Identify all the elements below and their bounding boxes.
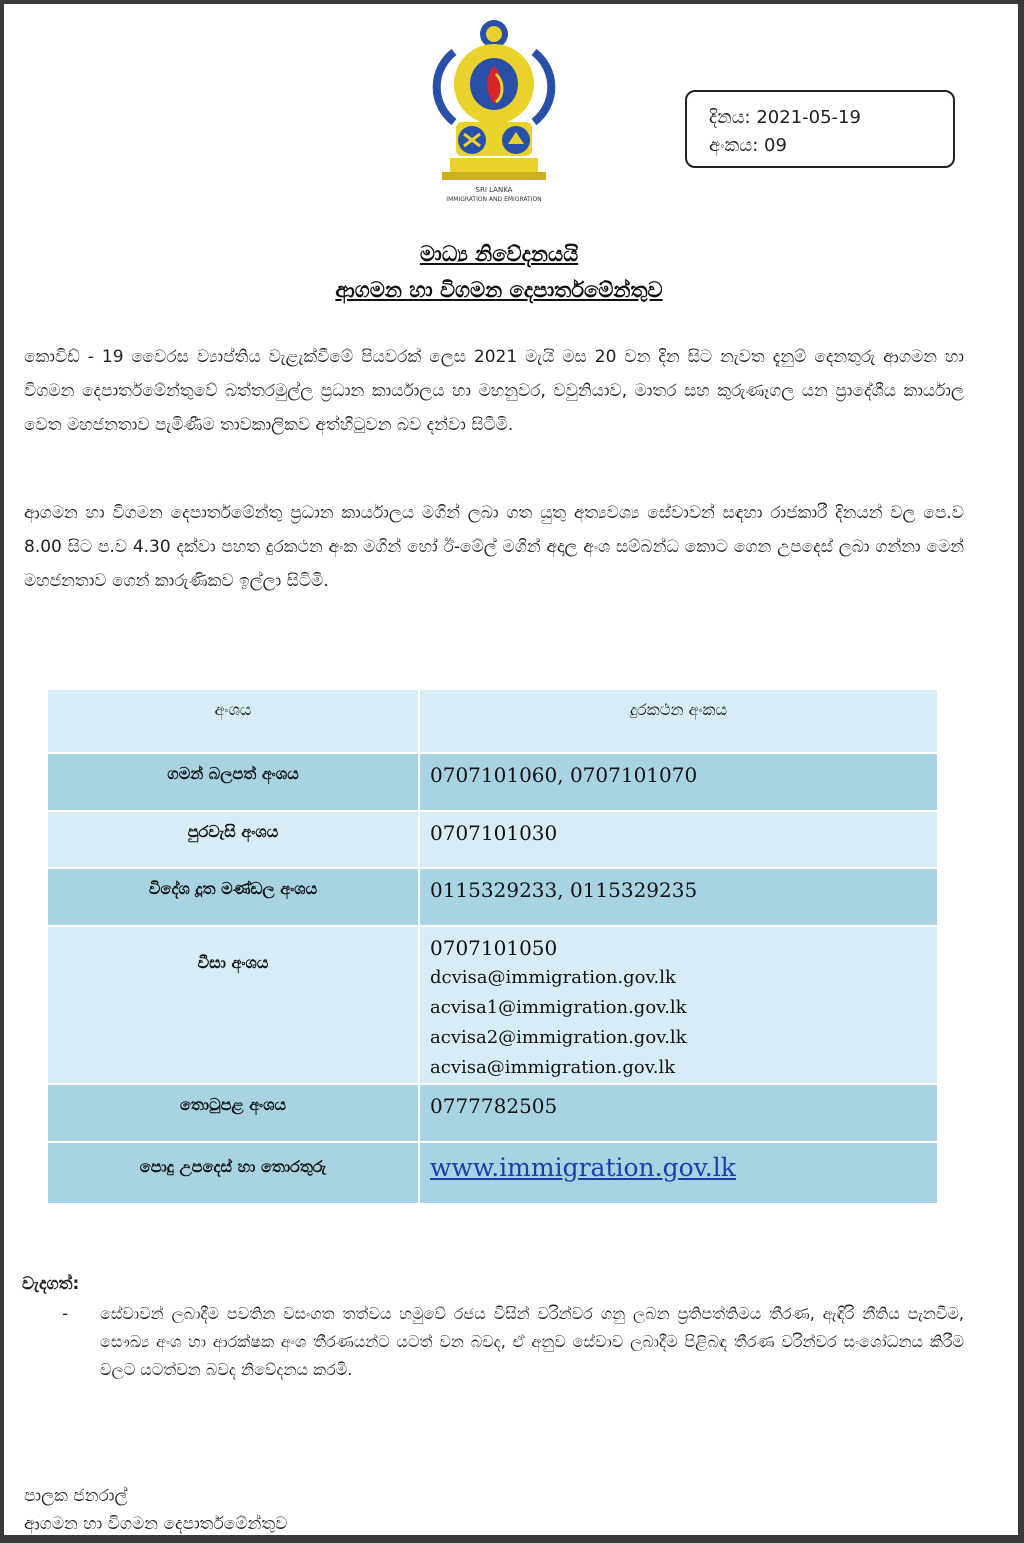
- note-heading: වැදගත්:: [22, 1274, 80, 1294]
- contact-directory-table: [46, 688, 939, 1205]
- department-cell: තොටුපළ අංශය: [47, 1084, 419, 1142]
- table-row: [47, 1084, 938, 1142]
- signatory-department: ආගමන හා විගමන දෙපාර්තමේන්තුව: [24, 1514, 288, 1534]
- contact-cell: [419, 926, 938, 1084]
- phone-number: 0115329233, 0115329235: [430, 878, 698, 902]
- department-cell: පොදු උපදෙස් හා තොරතුරු: [47, 1142, 419, 1204]
- contact-cell: [419, 1142, 938, 1204]
- phone-number: 0707101060, 0707101070: [430, 763, 698, 787]
- table-row: [47, 926, 938, 1084]
- date-line: දිනය: 2021-05-19: [709, 107, 861, 128]
- table-header-row: [47, 689, 938, 753]
- department-emblem-logo: [424, 12, 564, 204]
- logo-text-line-2: IMMIGRATION AND EMIGRATION: [446, 196, 542, 203]
- table-row: [47, 753, 938, 811]
- department-cell: විදේශ දූත මණ්ඩල අංශය: [47, 868, 419, 926]
- table-row: [47, 1142, 938, 1204]
- signature-block: [24, 1482, 287, 1535]
- contact-cell: [419, 811, 938, 868]
- header-department: අංශය: [47, 689, 419, 753]
- table-row: [47, 868, 938, 926]
- document-title: මාධ්‍ය නිවේදනයයි: [419, 241, 579, 266]
- contact-cell: [419, 1084, 938, 1142]
- contact-cell: [419, 868, 938, 926]
- paragraph-2: ආගමන හා විගමන දෙපාර්තමේන්තු ප්‍රධාන කාර්යාලය මගින් ලබා ගත යුතු අත්‍යවශ්‍ය සේවාවන් සඳහා රාජකාරී දිනයන් වල පෙ.ව 8.00 සිට ප.ව 4.30 දක්වා පහත දුරකථන අංක මගින් හෝ ඊ-මේල් මගින් අදාල අංශ සම්බන්ධ කොට ගෙන උපදෙස් ලබා ගන්නා මෙන් මහජනතාව ගෙන් කාරුණිකව ඉල්ලා සිටිමි.: [24, 503, 964, 591]
- email-link[interactable]: acvisa2@immigration.gov.lk: [430, 1027, 687, 1048]
- document-subtitle: ආගමන හා විගමන දෙපාර්තමේන්තුව: [335, 277, 663, 302]
- phone-number: 0707101030: [430, 821, 558, 845]
- email-link[interactable]: acvisa@immigration.gov.lk: [430, 1057, 676, 1078]
- logo-text-line-1: SRI LANKA: [475, 186, 513, 194]
- email-link[interactable]: dcvisa@immigration.gov.lk: [430, 967, 676, 988]
- number-line: අංකය: 09: [709, 135, 787, 156]
- note-bullet: -: [62, 1304, 69, 1324]
- signatory-title: පාලක ජනරාල්: [24, 1486, 128, 1506]
- table-row: [47, 811, 938, 868]
- website-link[interactable]: www.immigration.gov.lk: [430, 1153, 736, 1182]
- paragraph-1: කොවිඩ් - 19 වෛරස ව්‍යාප්තිය වැළැක්වීමේ පියවරක් ලෙස 2021 මැයි මස 20 වන දින සිට නැවත දැනුම් දෙනතුරු ආගමන හා විගමන දෙපාර්තමේන්තුවේ බත්තරමුල්ල ප්‍රධාන කාර්යාලය හා මහනුවර, වවුනියාව, මාතර සහ කුරුණෑගල යන ප්‍රාදේශීය කාර්යාල වෙත මහජනතාව පැමිණීම තාවකාලිකව අත්හිටුවන බව දන්වා සිටිමි.: [24, 347, 964, 435]
- phone-number: 0777782505: [430, 1094, 558, 1118]
- reference-box: [685, 90, 955, 168]
- note-text: සේවාවන් ලබාදීම පවතින වසංගත තත්වය හමුවේ රජය විසින් වරින්වර ගනු ලබන ප්‍රතිපත්තිමය තීරණ, ඇඳිරි නීතිය පැනවීම, සෞඛ්‍ය අංශ හා ආරක්ෂක අංශ තීරණයන්ට යටත් වන බවද, ඒ අනුව සේවාව ලබාදීම පිළිබඳ තීරණ වරින්වර සංශෝධනය කිරීම වලට යටත්වන බවද නිවේදනය කරමි.: [100, 1304, 964, 1379]
- department-cell: වීසා අංශය: [47, 926, 419, 1084]
- phone-number: 0707101050: [430, 936, 558, 960]
- department-cell: ගමන් බලපත් අංශය: [47, 753, 419, 811]
- email-link[interactable]: acvisa1@immigration.gov.lk: [430, 997, 687, 1018]
- department-cell: පුරවැසි අංශය: [47, 811, 419, 868]
- contact-cell: [419, 753, 938, 811]
- document-page: [4, 4, 1018, 1535]
- title-block: [4, 236, 994, 308]
- header-phone: දුරකථන අංකය: [419, 689, 938, 753]
